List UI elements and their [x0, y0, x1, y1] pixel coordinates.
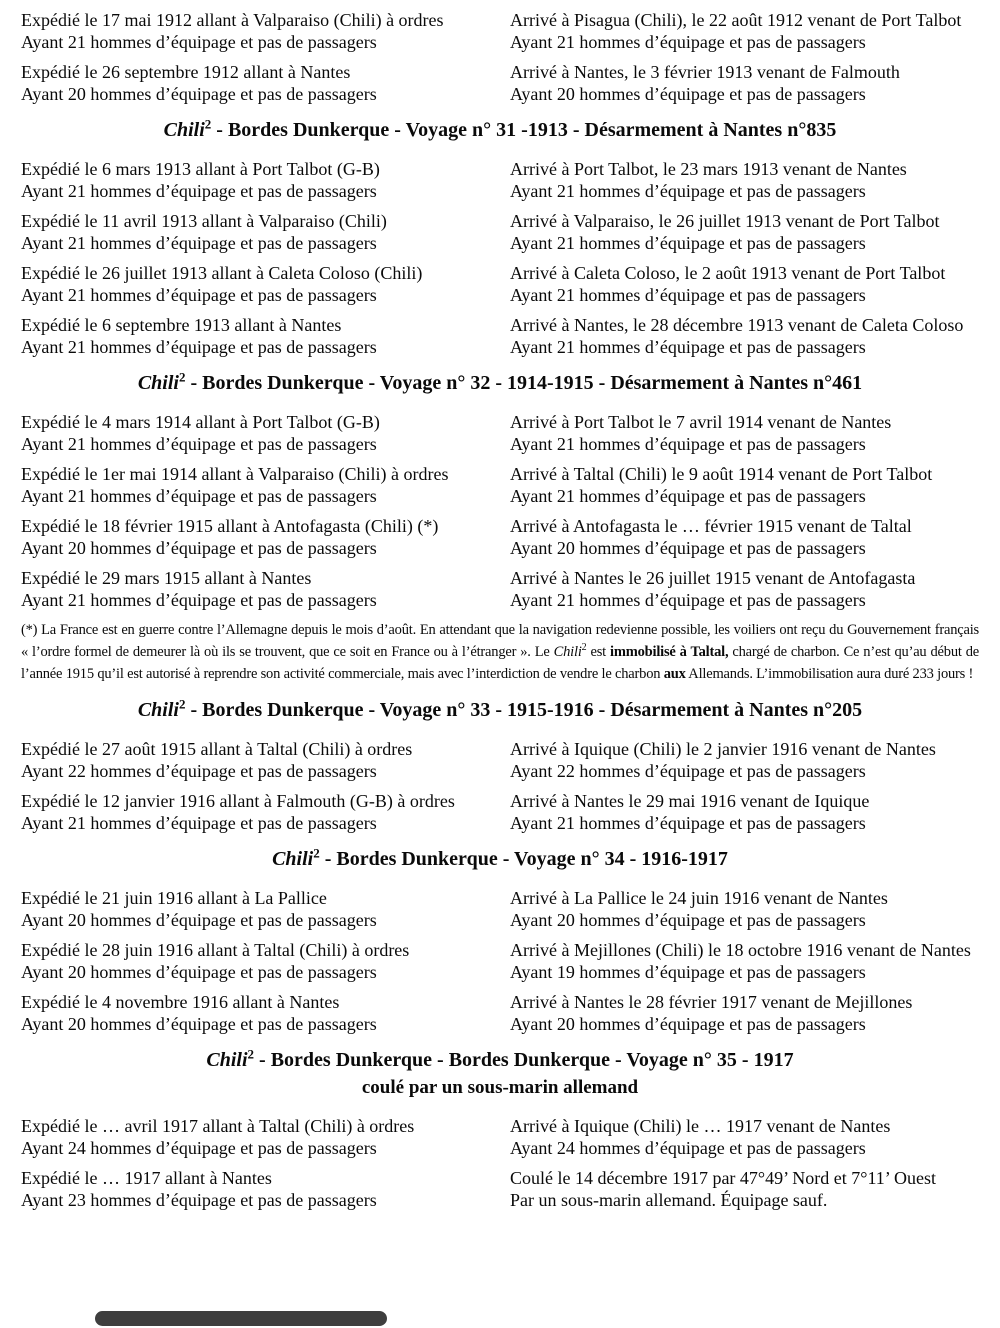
ship-name: Chili [553, 644, 582, 660]
departure-line: Expédié le … 1917 allant à Nantes [21, 1168, 272, 1188]
departure-line: Expédié le … avril 1917 allant à Taltal (Chili) à ordres [21, 1116, 415, 1136]
departure-line: Expédié le 11 avril 1913 allant à Valparaiso (Chili) [21, 211, 387, 231]
crew-line: Ayant 21 hommes d’équipage et pas de passagers [510, 434, 866, 454]
ship-name: Chili [137, 699, 179, 721]
crew-line: Ayant 21 hommes d’équipage et pas de passagers [510, 32, 866, 52]
crew-line: Ayant 21 hommes d’équipage et pas de passagers [510, 233, 866, 253]
arrival-line: Arrivé à Port Talbot, le 23 mars 1913 venant de Nantes [510, 159, 907, 179]
crew-line: Ayant 21 hommes d’équipage et pas de passagers [21, 813, 377, 833]
voyage-34-header [21, 847, 979, 872]
departure-line: Expédié le 6 mars 1913 allant à Port Talbot (G-B) [21, 159, 380, 179]
crew-line: Ayant 20 hommes d’équipage et pas de passagers [510, 1014, 866, 1034]
crew-line: Ayant 24 hommes d’équipage et pas de passagers [510, 1138, 866, 1158]
voyage-31-header [21, 118, 979, 143]
crew-line: Ayant 20 hommes d’équipage et pas de passagers [21, 1014, 377, 1034]
crew-line: Ayant 21 hommes d’équipage et pas de passagers [21, 181, 377, 201]
arrival-line: Arrivé à Mejillones (Chili) le 18 octobre 1916 venant de Nantes [510, 940, 971, 960]
arrival-line: Arrivé à Pisagua (Chili), le 22 août 1912 venant de Port Talbot [510, 10, 962, 30]
arrival-line: Arrivé à Caleta Coloso, le 2 août 1913 venant de Port Talbot [510, 263, 946, 283]
arrival-line: Arrivé à Iquique (Chili) le 2 janvier 1916 venant de Nantes [510, 739, 936, 759]
footnote-text: Allemands. L’immobilisation aura duré 233 jours ! [685, 666, 974, 682]
voyage-entry [21, 210, 979, 254]
voyage-entry [21, 939, 979, 983]
voyage-entry [21, 314, 979, 358]
voyage-entry [21, 411, 979, 455]
voyage-header-text: - Bordes Dunkerque - Bordes Dunkerque - Voyage n° 35 - 1917 [254, 1049, 794, 1071]
voyage-32-header [21, 371, 979, 396]
departure-line: Expédié le 17 mai 1912 allant à Valparaiso (Chili) à ordres [21, 10, 444, 30]
war-footnote [21, 619, 979, 685]
crew-line: Ayant 24 hommes d’équipage et pas de passagers [21, 1138, 377, 1158]
ship-name: Chili [137, 372, 179, 394]
departure-line: Expédié le 27 août 1915 allant à Taltal (Chili) à ordres [21, 739, 413, 759]
crew-line: Ayant 21 hommes d’équipage et pas de passagers [21, 486, 377, 506]
arrival-line: Arrivé à Nantes le 26 juillet 1915 venant de Antofagasta [510, 568, 916, 588]
voyage-header-text: - Bordes Dunkerque - Voyage n° 33 - 1915-1916 - Désarmement à Nantes n°205 [185, 699, 863, 721]
departure-line: Expédié le 26 septembre 1912 allant à Nantes [21, 62, 351, 82]
crew-line: Ayant 20 hommes d’équipage et pas de passagers [21, 538, 377, 558]
crew-line: Ayant 21 hommes d’équipage et pas de passagers [21, 285, 377, 305]
voyage-entry [21, 738, 979, 782]
ship-sup: 2 [247, 1046, 255, 1062]
crew-line: Ayant 21 hommes d’équipage et pas de passagers [510, 590, 866, 610]
arrival-line: Arrivé à Nantes, le 3 février 1913 venant de Falmouth [510, 62, 900, 82]
footnote-text: (*) La France est en guerre contre l’Allemagne depuis le mois d’août. En attendant que la navigation redevienne possible, les voiliers ont reçu du Gouvernement français « l’ordre formel de demeurer là où ils se trouvent, que ce soit en France ou à l’étranger ». Le [21, 622, 979, 660]
crew-line: Ayant 21 hommes d’équipage et pas de passagers [510, 486, 866, 506]
crew-line: Ayant 20 hommes d’équipage et pas de passagers [21, 910, 377, 930]
departure-line: Expédié le 21 juin 1916 allant à La Pallice [21, 888, 327, 908]
sinking-detail-line: Par un sous-marin allemand. Équipage sauf. [510, 1190, 828, 1210]
voyage-entry [21, 158, 979, 202]
ship-name: Chili [163, 119, 205, 141]
crew-line: Ayant 21 hommes d’équipage et pas de passagers [21, 434, 377, 454]
footnote-text: est [586, 644, 610, 660]
voyage-header-text: - Bordes Dunkerque - Voyage n° 34 - 1916-1917 [319, 848, 728, 870]
crew-line: Ayant 20 hommes d’équipage et pas de passagers [510, 84, 866, 104]
crew-line: Ayant 20 hommes d’équipage et pas de passagers [510, 910, 866, 930]
sinking-line: Coulé le 14 décembre 1917 par 47°49’ Nord et 7°11’ Ouest [510, 1168, 936, 1188]
departure-line: Expédié le 1er mai 1914 allant à Valparaiso (Chili) à ordres [21, 464, 449, 484]
voyage-35-header [21, 1048, 979, 1100]
crew-line: Ayant 22 hommes d’équipage et pas de passagers [21, 761, 377, 781]
footnote-text: chargé de charbon. Ce n’est qu’au début de l’année 1915 qu’il est autorisé à reprendre son activité commerciale, mais avec l’interdiction de vendre le charbon [21, 644, 979, 682]
voyage-entry [21, 991, 979, 1035]
voyage-entry [21, 9, 979, 53]
crew-line: Ayant 21 hommes d’équipage et pas de passagers [510, 337, 866, 357]
voyage-entry [21, 262, 979, 306]
crew-line: Ayant 21 hommes d’équipage et pas de passagers [21, 233, 377, 253]
voyage-entry [21, 515, 979, 559]
ship-sup: 2 [178, 369, 186, 385]
arrival-line: Arrivé à Port Talbot le 7 avril 1914 venant de Nantes [510, 412, 892, 432]
ship-name: Chili [206, 1049, 248, 1071]
footnote-bold: aux [663, 666, 686, 682]
voyage-header-subtitle: coulé par un sous-marin allemand [361, 1077, 639, 1098]
crew-line: Ayant 21 hommes d’équipage et pas de passagers [510, 181, 866, 201]
departure-line: Expédié le 4 novembre 1916 allant à Nantes [21, 992, 340, 1012]
voyage-entry [21, 887, 979, 931]
arrival-line: Arrivé à La Pallice le 24 juin 1916 venant de Nantes [510, 888, 888, 908]
arrival-line: Arrivé à Valparaiso, le 26 juillet 1913 venant de Port Talbot [510, 211, 940, 231]
arrival-line: Arrivé à Nantes le 29 mai 1916 venant de Iquique [510, 791, 870, 811]
departure-line: Expédié le 12 janvier 1916 allant à Falmouth (G-B) à ordres [21, 791, 455, 811]
departure-line: Expédié le 26 juillet 1913 allant à Caleta Coloso (Chili) [21, 263, 423, 283]
crew-line: Ayant 21 hommes d’équipage et pas de passagers [21, 590, 377, 610]
ship-sup: 2 [313, 845, 320, 861]
arrival-line: Arrivé à Antofagasta le … février 1915 venant de Taltal [510, 516, 912, 536]
arrival-line: Arrivé à Taltal (Chili) le 9 août 1914 venant de Port Talbot [510, 464, 933, 484]
voyage-entry [21, 790, 979, 834]
crew-line: Ayant 23 hommes d’équipage et pas de passagers [21, 1190, 377, 1210]
voyage-entry [21, 463, 979, 507]
ship-sup: 2 [581, 642, 587, 654]
bottom-indicator-bar [95, 1311, 387, 1326]
ship-sup: 2 [204, 116, 212, 132]
crew-line: Ayant 21 hommes d’équipage et pas de passagers [21, 337, 377, 357]
voyage-header-text: - Bordes Dunkerque - Voyage n° 32 - 1914-1915 - Désarmement à Nantes n°461 [185, 372, 863, 394]
crew-line: Ayant 21 hommes d’équipage et pas de passagers [21, 32, 377, 52]
voyage-entry [21, 567, 979, 611]
voyage-entry [21, 1115, 979, 1159]
arrival-line: Arrivé à Nantes, le 28 décembre 1913 venant de Caleta Coloso [510, 315, 964, 335]
crew-line: Ayant 19 hommes d’équipage et pas de passagers [510, 962, 866, 982]
departure-line: Expédié le 4 mars 1914 allant à Port Talbot (G-B) [21, 412, 380, 432]
crew-line: Ayant 20 hommes d’équipage et pas de passagers [21, 962, 377, 982]
voyage-entry [21, 61, 979, 105]
crew-line: Ayant 21 hommes d’équipage et pas de passagers [510, 813, 866, 833]
voyage-header-text: - Bordes Dunkerque - Voyage n° 31 -1913 - Désarmement à Nantes n°835 [211, 119, 837, 141]
departure-line: Expédié le 28 juin 1916 allant à Taltal (Chili) à ordres [21, 940, 410, 960]
voyage-entry [21, 1167, 979, 1211]
ship-sup: 2 [178, 696, 186, 712]
departure-line: Expédié le 29 mars 1915 allant à Nantes [21, 568, 312, 588]
arrival-line: Arrivé à Nantes le 28 février 1917 venant de Mejillones [510, 992, 913, 1012]
arrival-line: Arrivé à Iquique (Chili) le … 1917 venant de Nantes [510, 1116, 891, 1136]
voyage-33-header [21, 698, 979, 723]
departure-line: Expédié le 18 février 1915 allant à Antofagasta (Chili) (*) [21, 516, 439, 536]
ship-name: Chili [272, 848, 314, 870]
crew-line: Ayant 22 hommes d’équipage et pas de passagers [510, 761, 866, 781]
crew-line: Ayant 20 hommes d’équipage et pas de passagers [510, 538, 866, 558]
crew-line: Ayant 20 hommes d’équipage et pas de passagers [21, 84, 377, 104]
crew-line: Ayant 21 hommes d’équipage et pas de passagers [510, 285, 866, 305]
departure-line: Expédié le 6 septembre 1913 allant à Nantes [21, 315, 342, 335]
footnote-bold: immobilisé à Taltal, [609, 644, 729, 660]
